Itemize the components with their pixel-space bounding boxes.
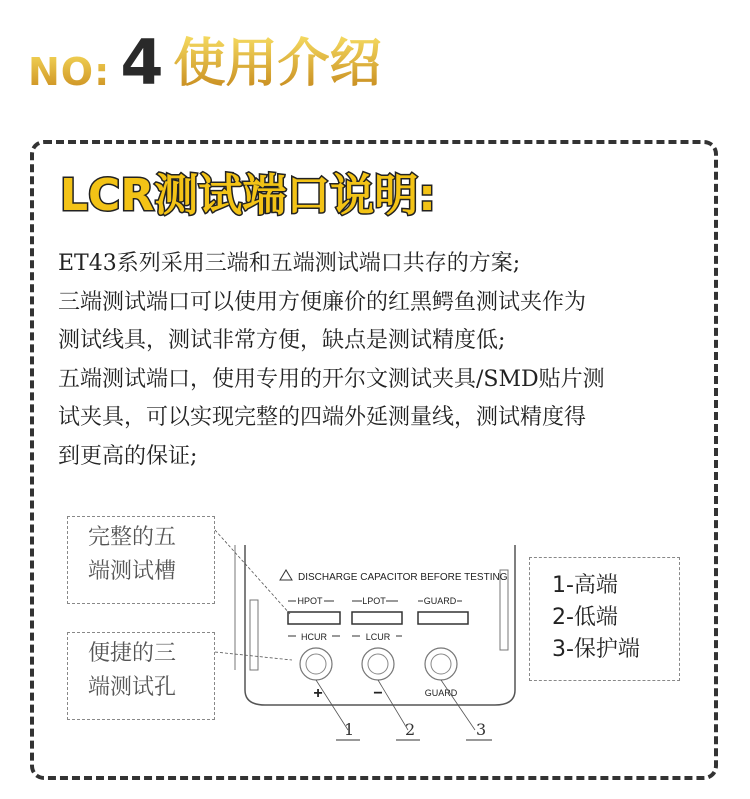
heading-prefix: NO: (28, 50, 111, 94)
heading-number: 4 (120, 26, 164, 99)
label-hole-line1: 便捷的三 (88, 641, 177, 666)
callout-1: 1 (344, 720, 355, 739)
section-title: LCR测试端口说明: (60, 170, 436, 221)
legend-item-low: 2-低端 (552, 605, 618, 630)
guard-bottom-label: GUARD (424, 688, 458, 698)
legend-item-guard: 3-保护端 (552, 637, 640, 662)
label-slot-line2: 端测试槽 (88, 559, 177, 584)
legend-item-high: 1-高端 (552, 573, 618, 598)
callout-3: 3 (476, 720, 487, 739)
description-line: ET43系列采用三端和五端测试端口共存的方案; (58, 251, 521, 276)
hcur-label: HCUR (301, 632, 327, 642)
plus-label: + (313, 685, 323, 702)
hpot-label: HPOT (297, 596, 323, 606)
minus-label: − (373, 685, 383, 702)
description-line: 五端测试端口，使用专用的开尔文测试夹具/SMD贴片测 (58, 366, 605, 392)
warning-text: DISCHARGE CAPACITOR BEFORE TESTING (298, 572, 508, 583)
description-line: 三端测试端口可以使用方便廉价的红黑鳄鱼测试夹作为 (58, 289, 587, 315)
lcur-label: LCUR (365, 632, 391, 642)
label-slot-line1: 完整的五 (88, 525, 177, 550)
lpot-label: LPOT (362, 596, 386, 606)
description-line: 试夹具，可以实现完整的四端外延测量线，测试精度得 (58, 405, 587, 430)
description-line: 到更高的保证; (58, 443, 198, 469)
heading-title: 使用介绍 (173, 34, 382, 94)
description-line: 测试线具，测试非常方便，缺点是测试精度低; (58, 328, 506, 353)
callout-2: 2 (405, 720, 416, 739)
label-hole-line2: 端测试孔 (88, 675, 177, 700)
guard-top-label: GUARD (423, 596, 457, 606)
